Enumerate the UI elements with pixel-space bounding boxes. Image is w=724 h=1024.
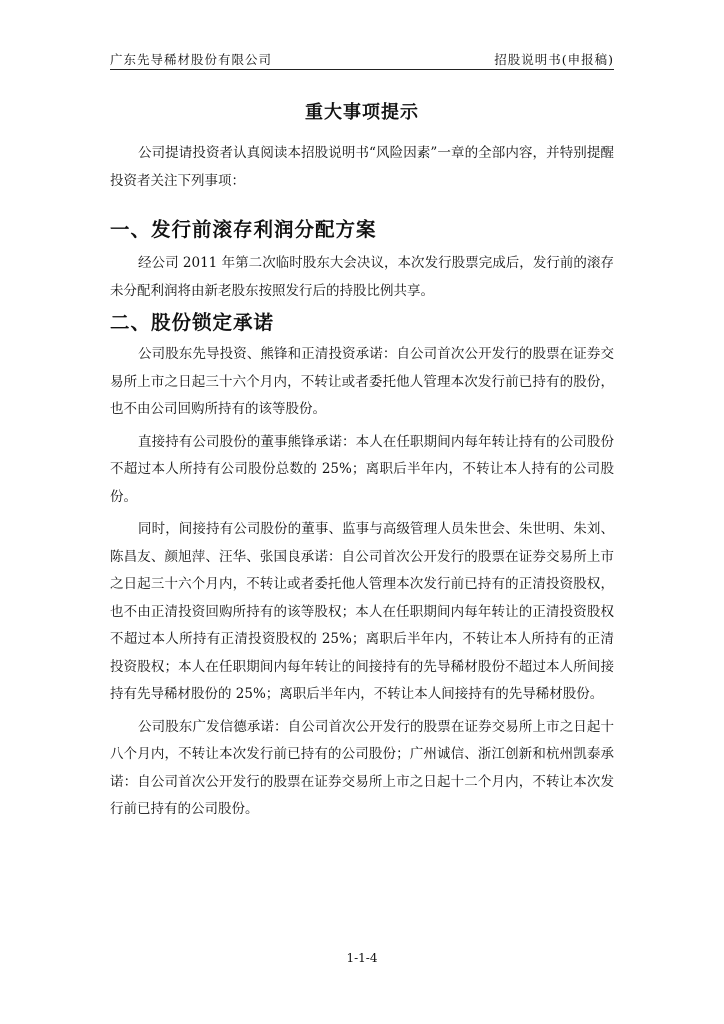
section2-paragraph: 直接持有公司股份的董事熊锋承诺：本人在任职期间内每年转让持有的公司股份不超过本人所持有公司股份总数的 25%；离职后半年内，不转让本人持有的公司股份。 (110, 433, 614, 505)
section1-paragraph: 经公司 2011 年第二次临时股东大会决议，本次发行股票完成后，发行前的滚存未分配利润将由新老股东按照发行后的持股比例共享。 (110, 255, 614, 299)
header-divider (110, 69, 614, 70)
section-heading-profit-distribution: 一、发行前滚存利润分配方案 (110, 218, 377, 241)
page-header (110, 50, 614, 70)
section2-paragraph: 公司股东广发信德承诺：自公司首次公开发行的股票在证券交易所上市之日起十八个月内，不转让本次发行前已持有的公司股份；广州诚信、浙江创新和杭州凯泰承诺：自公司首次公开发行的股票在证券交易所上市之日起十二个月内，不转让本次发行前已持有的公司股份。 (110, 718, 614, 817)
page-content (110, 98, 614, 829)
intro-paragraph: 公司提请投资者认真阅读本招股说明书“风险因素”一章的全部内容，并特别提醒投资者关注下列事项： (110, 145, 614, 189)
section2-paragraph: 公司股东先导投资、熊锋和正清投资承诺：自公司首次公开发行的股票在证券交易所上市之日起三十六个月内，不转让或者委托他人管理本次发行前已持有的股份，也不由公司回购所持有的该等股份。 (110, 346, 614, 417)
header-document-type: 招股说明书(申报稿) (494, 52, 614, 67)
page-number: 1-1-4 (346, 951, 378, 965)
page-title: 重大事项提示 (305, 102, 419, 123)
section-heading-share-lockup: 二、股份锁定承诺 (110, 311, 275, 334)
section2-paragraph: 同时，间接持有公司股份的董事、监事与高级管理人员朱世会、朱世明、朱刘、陈昌友、颜旭萍、汪华、张国良承诺：自公司首次公开发行的股票在证券交易所上市之日起三十六个月内，不转让或者委托他人管理本次发行前已持有的正清投资股权，也不由正清投资回购所持有的该等股权；本人在任职期间内每年转让的正清投资股权不超过本人所持有正清投资股权的 25%；离职后半年内，不转让本人所持有的正清投资股权；本人在任职期间内每年转让的间接持有的先导稀材股份不超过本人所间接持有先导稀材股份的 25%；离职后半年内，不转让本人间接持有的先导稀材股份。 (110, 521, 614, 702)
header-company-name: 广东先导稀材股份有限公司 (110, 52, 273, 67)
